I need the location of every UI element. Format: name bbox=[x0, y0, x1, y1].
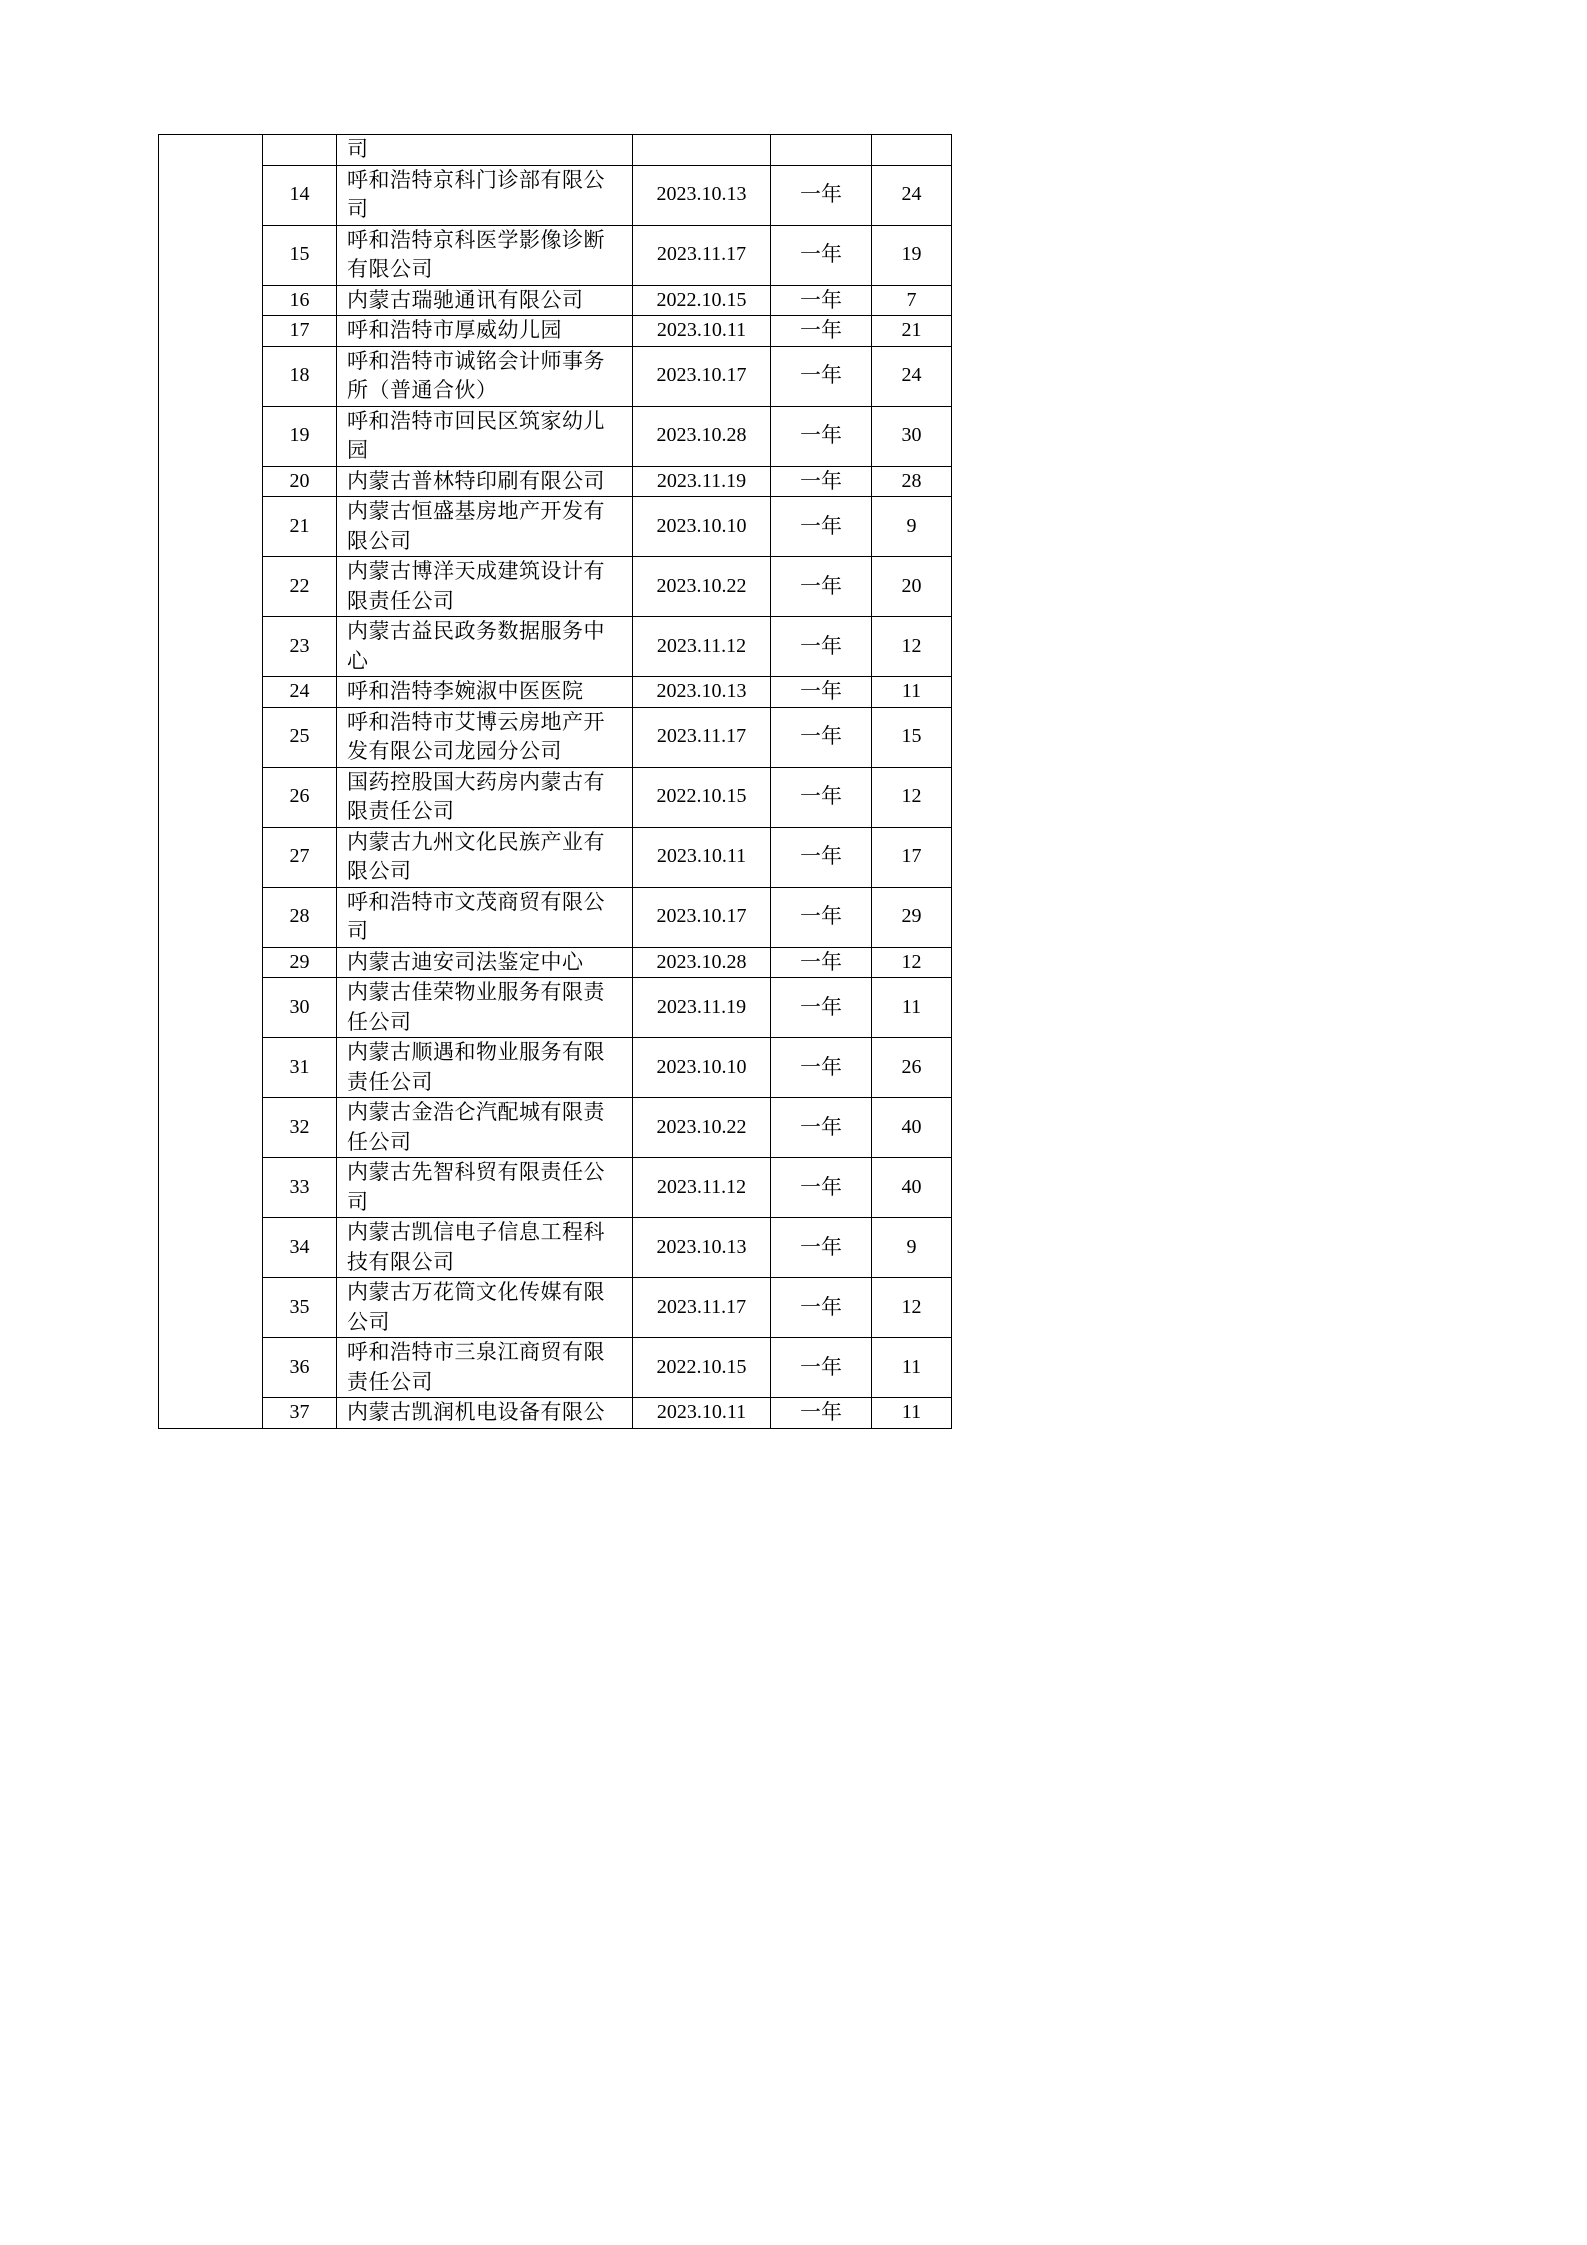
row-number: 23 bbox=[263, 617, 337, 677]
period-cell: 一年 bbox=[771, 466, 872, 497]
company-name: 呼和浩特市厚威幼儿园 bbox=[337, 316, 633, 347]
count-cell: 21 bbox=[872, 316, 952, 347]
date-cell: 2022.10.15 bbox=[633, 767, 771, 827]
date-cell: 2023.10.13 bbox=[633, 1218, 771, 1278]
company-name: 内蒙古瑞驰通讯有限公司 bbox=[337, 285, 633, 316]
period-cell: 一年 bbox=[771, 827, 872, 887]
count-cell: 26 bbox=[872, 1038, 952, 1098]
row-number: 37 bbox=[263, 1398, 337, 1429]
count-cell: 40 bbox=[872, 1158, 952, 1218]
row-number: 17 bbox=[263, 316, 337, 347]
date-cell: 2023.10.10 bbox=[633, 497, 771, 557]
company-name: 内蒙古普林特印刷有限公司 bbox=[337, 466, 633, 497]
date-cell bbox=[633, 135, 771, 166]
date-cell: 2023.10.17 bbox=[633, 887, 771, 947]
count-cell: 12 bbox=[872, 1278, 952, 1338]
period-cell: 一年 bbox=[771, 1218, 872, 1278]
date-cell: 2023.10.28 bbox=[633, 406, 771, 466]
date-cell: 2023.10.11 bbox=[633, 1398, 771, 1429]
row-number: 28 bbox=[263, 887, 337, 947]
company-name: 呼和浩特李婉淑中医医院 bbox=[337, 677, 633, 708]
period-cell: 一年 bbox=[771, 1278, 872, 1338]
company-name: 内蒙古顺遇和物业服务有限责任公司 bbox=[337, 1038, 633, 1098]
row-number: 36 bbox=[263, 1338, 337, 1398]
count-cell: 12 bbox=[872, 947, 952, 978]
table-row bbox=[159, 346, 952, 406]
period-cell: 一年 bbox=[771, 497, 872, 557]
table-row bbox=[159, 557, 952, 617]
period-cell: 一年 bbox=[771, 1398, 872, 1429]
date-cell: 2022.10.15 bbox=[633, 1338, 771, 1398]
company-name: 内蒙古恒盛基房地产开发有限公司 bbox=[337, 497, 633, 557]
date-cell: 2023.11.17 bbox=[633, 707, 771, 767]
count-cell: 12 bbox=[872, 767, 952, 827]
company-name: 内蒙古九州文化民族产业有限公司 bbox=[337, 827, 633, 887]
table-row bbox=[159, 406, 952, 466]
date-cell: 2023.10.11 bbox=[633, 316, 771, 347]
row-number: 19 bbox=[263, 406, 337, 466]
count-cell: 24 bbox=[872, 346, 952, 406]
row-number: 22 bbox=[263, 557, 337, 617]
row-number: 15 bbox=[263, 225, 337, 285]
count-cell: 9 bbox=[872, 497, 952, 557]
group-cell bbox=[159, 135, 263, 1429]
date-cell: 2023.11.19 bbox=[633, 978, 771, 1038]
row-number bbox=[263, 135, 337, 166]
count-cell: 40 bbox=[872, 1098, 952, 1158]
companies-table bbox=[158, 134, 952, 1429]
period-cell: 一年 bbox=[771, 978, 872, 1038]
count-cell: 28 bbox=[872, 466, 952, 497]
date-cell: 2023.11.12 bbox=[633, 1158, 771, 1218]
date-cell: 2023.10.22 bbox=[633, 1098, 771, 1158]
row-number: 21 bbox=[263, 497, 337, 557]
period-cell: 一年 bbox=[771, 557, 872, 617]
date-cell: 2023.10.28 bbox=[633, 947, 771, 978]
count-cell: 17 bbox=[872, 827, 952, 887]
date-cell: 2023.10.22 bbox=[633, 557, 771, 617]
table-row bbox=[159, 1218, 952, 1278]
table-row bbox=[159, 165, 952, 225]
table-row bbox=[159, 947, 952, 978]
table-row bbox=[159, 827, 952, 887]
period-cell: 一年 bbox=[771, 707, 872, 767]
table-row bbox=[159, 1038, 952, 1098]
row-number: 33 bbox=[263, 1158, 337, 1218]
row-number: 31 bbox=[263, 1038, 337, 1098]
row-number: 20 bbox=[263, 466, 337, 497]
row-number: 32 bbox=[263, 1098, 337, 1158]
row-number: 27 bbox=[263, 827, 337, 887]
row-number: 16 bbox=[263, 285, 337, 316]
date-cell: 2023.10.17 bbox=[633, 346, 771, 406]
row-number: 18 bbox=[263, 346, 337, 406]
row-number: 26 bbox=[263, 767, 337, 827]
date-cell: 2023.11.12 bbox=[633, 617, 771, 677]
period-cell: 一年 bbox=[771, 406, 872, 466]
company-name: 呼和浩特市诚铭会计师事务所（普通合伙） bbox=[337, 346, 633, 406]
table-row bbox=[159, 497, 952, 557]
table-row bbox=[159, 316, 952, 347]
company-name: 内蒙古凯信电子信息工程科技有限公司 bbox=[337, 1218, 633, 1278]
row-number: 30 bbox=[263, 978, 337, 1038]
table-row bbox=[159, 1098, 952, 1158]
period-cell: 一年 bbox=[771, 225, 872, 285]
count-cell: 29 bbox=[872, 887, 952, 947]
date-cell: 2023.11.19 bbox=[633, 466, 771, 497]
date-cell: 2023.11.17 bbox=[633, 225, 771, 285]
count-cell: 24 bbox=[872, 165, 952, 225]
table-row bbox=[159, 707, 952, 767]
table-row bbox=[159, 1278, 952, 1338]
table-row bbox=[159, 1158, 952, 1218]
date-cell: 2023.11.17 bbox=[633, 1278, 771, 1338]
period-cell: 一年 bbox=[771, 617, 872, 677]
period-cell: 一年 bbox=[771, 947, 872, 978]
company-name: 呼和浩特京科门诊部有限公司 bbox=[337, 165, 633, 225]
period-cell: 一年 bbox=[771, 887, 872, 947]
date-cell: 2023.10.11 bbox=[633, 827, 771, 887]
period-cell: 一年 bbox=[771, 677, 872, 708]
company-name: 呼和浩特市艾博云房地产开发有限公司龙园分公司 bbox=[337, 707, 633, 767]
table-row bbox=[159, 767, 952, 827]
company-name: 内蒙古益民政务数据服务中心 bbox=[337, 617, 633, 677]
company-name: 内蒙古佳荣物业服务有限责任公司 bbox=[337, 978, 633, 1038]
company-name: 内蒙古凯润机电设备有限公 bbox=[337, 1398, 633, 1429]
period-cell: 一年 bbox=[771, 1038, 872, 1098]
row-number: 24 bbox=[263, 677, 337, 708]
count-cell: 11 bbox=[872, 1338, 952, 1398]
company-name: 呼和浩特市回民区筑家幼儿园 bbox=[337, 406, 633, 466]
count-cell: 19 bbox=[872, 225, 952, 285]
count-cell: 12 bbox=[872, 617, 952, 677]
row-number: 25 bbox=[263, 707, 337, 767]
table-row bbox=[159, 887, 952, 947]
period-cell bbox=[771, 135, 872, 166]
period-cell: 一年 bbox=[771, 316, 872, 347]
period-cell: 一年 bbox=[771, 1158, 872, 1218]
company-name: 内蒙古迪安司法鉴定中心 bbox=[337, 947, 633, 978]
company-name: 呼和浩特市三泉江商贸有限责任公司 bbox=[337, 1338, 633, 1398]
company-name: 国药控股国大药房内蒙古有限责任公司 bbox=[337, 767, 633, 827]
count-cell bbox=[872, 135, 952, 166]
date-cell: 2022.10.15 bbox=[633, 285, 771, 316]
table-row bbox=[159, 285, 952, 316]
table-row bbox=[159, 617, 952, 677]
count-cell: 20 bbox=[872, 557, 952, 617]
company-name: 司 bbox=[337, 135, 633, 166]
period-cell: 一年 bbox=[771, 165, 872, 225]
table-row bbox=[159, 225, 952, 285]
count-cell: 9 bbox=[872, 1218, 952, 1278]
date-cell: 2023.10.10 bbox=[633, 1038, 771, 1098]
table-row bbox=[159, 135, 952, 166]
table-row bbox=[159, 978, 952, 1038]
company-name: 内蒙古金浩仑汽配城有限责任公司 bbox=[337, 1098, 633, 1158]
period-cell: 一年 bbox=[771, 1338, 872, 1398]
count-cell: 11 bbox=[872, 677, 952, 708]
date-cell: 2023.10.13 bbox=[633, 677, 771, 708]
row-number: 14 bbox=[263, 165, 337, 225]
company-name: 呼和浩特市文茂商贸有限公司 bbox=[337, 887, 633, 947]
company-name: 内蒙古博洋天成建筑设计有限责任公司 bbox=[337, 557, 633, 617]
company-name: 内蒙古万花筒文化传媒有限公司 bbox=[337, 1278, 633, 1338]
table-row bbox=[159, 677, 952, 708]
count-cell: 15 bbox=[872, 707, 952, 767]
count-cell: 11 bbox=[872, 1398, 952, 1429]
date-cell: 2023.10.13 bbox=[633, 165, 771, 225]
period-cell: 一年 bbox=[771, 1098, 872, 1158]
company-name: 内蒙古先智科贸有限责任公司 bbox=[337, 1158, 633, 1218]
table-row bbox=[159, 466, 952, 497]
row-number: 35 bbox=[263, 1278, 337, 1338]
period-cell: 一年 bbox=[771, 767, 872, 827]
table-row bbox=[159, 1338, 952, 1398]
count-cell: 11 bbox=[872, 978, 952, 1038]
count-cell: 30 bbox=[872, 406, 952, 466]
count-cell: 7 bbox=[872, 285, 952, 316]
period-cell: 一年 bbox=[771, 285, 872, 316]
row-number: 29 bbox=[263, 947, 337, 978]
company-name: 呼和浩特京科医学影像诊断有限公司 bbox=[337, 225, 633, 285]
table-body bbox=[159, 135, 952, 1429]
period-cell: 一年 bbox=[771, 346, 872, 406]
row-number: 34 bbox=[263, 1218, 337, 1278]
table-row bbox=[159, 1398, 952, 1429]
